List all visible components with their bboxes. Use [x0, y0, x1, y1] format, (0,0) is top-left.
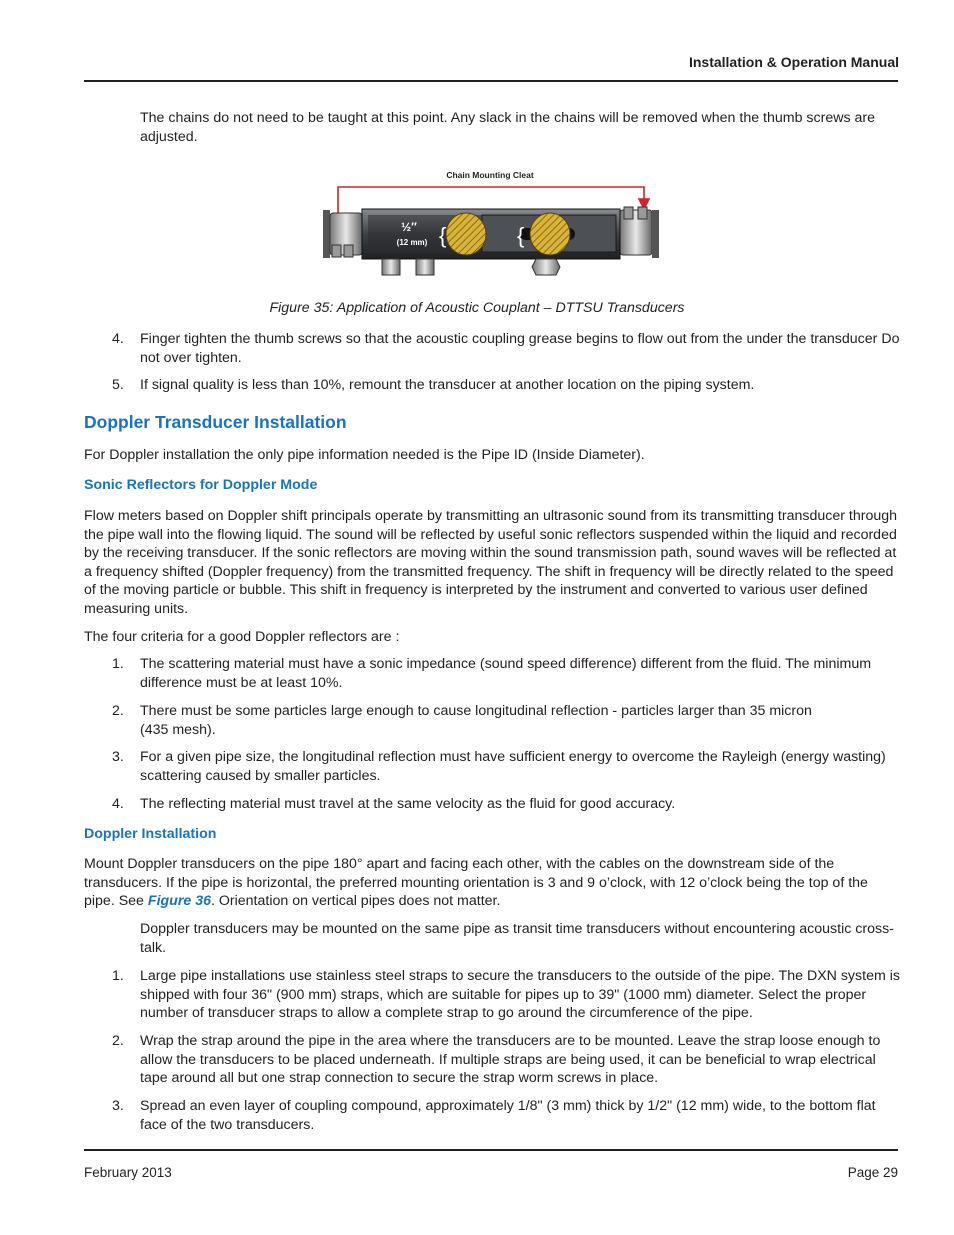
header-title: Installation & Operation Manual	[688, 54, 899, 70]
header-rule	[84, 80, 898, 82]
step-text: Spread an even layer of coupling compound, approximately 1/8" (3 mm) thick by 1/2" (12 mm) wide, to the bottom flat face of the two transducers.	[140, 1098, 876, 1133]
criteria-number: 2.	[112, 703, 124, 719]
criteria-number: 4.	[112, 796, 124, 812]
criteria-text: There must be some particles large enough to cause longitudinal reflection - particles larger than 35 micron	[140, 703, 812, 719]
step-number: 4.	[112, 331, 124, 347]
step-text: If signal quality is less than 10%, remount the transducer at another location on the piping system.	[140, 377, 755, 393]
footer-page-number: Page 29	[847, 1165, 898, 1180]
step-text: Finger tighten the thumb screws so that the acoustic coupling grease begins to flow out from the under the transducer Do not over tighten.	[140, 331, 900, 366]
figure-caption: Figure 35: Application of Acoustic Couplant – DTTSU Transducers	[269, 300, 685, 316]
criteria-text: The scattering material must have a sonic impedance (sound speed difference) different from the fluid. The minimum difference must be at least 10%.	[140, 656, 872, 691]
section-intro: For Doppler installation the only pipe information needed is the Pipe ID (Inside Diameter).	[84, 447, 645, 463]
criteria-intro: The four criteria for a good Doppler reflectors are :	[84, 629, 400, 645]
doppler-note: Doppler transducers may be mounted on the same pipe as transit time transducers without encountering acoustic cross-talk.	[140, 921, 894, 956]
subsection-heading-sonic: Sonic Reflectors for Doppler Mode	[84, 477, 318, 493]
right-chain-cleat	[620, 207, 659, 258]
footer-rule	[84, 1149, 898, 1151]
svg-text:{: {	[439, 223, 447, 248]
cable-connectors	[382, 259, 560, 275]
section-heading: Doppler Transducer Installation	[84, 412, 347, 432]
sonic-paragraph: Flow meters based on Doppler shift principals operate by transmitting an ultrasonic sound from its transmitting transducer through the pipe wall into the flowing liquid. The sound will be reflected by useful sonic reflectors suspended within the liquid and recorded by the receiving transducer. If the sonic reflectors are moving within the sound transmission path, sound waves will be reflected at a frequency shifted (Doppler frequency) from the transmitted frequency. The shift in frequency will be directly related to the speed of the moving particle or bubble. This shift in frequency is interpreted by the instrument and converted to various user defined measuring units.	[84, 508, 898, 617]
transducer-body	[362, 209, 620, 259]
figure-36-link[interactable]: Figure 36	[147, 893, 211, 910]
intro-paragraph: The chains do not need to be taught at this point. Any slack in the chains will be removed when the thumb screws are adjusted.	[140, 110, 876, 145]
criteria-text: The reflecting material must travel at the same velocity as the fluid for good accuracy.	[140, 796, 676, 812]
criteria-number: 1.	[112, 656, 124, 672]
step-number: 3.	[112, 1098, 124, 1114]
criteria-text-cont: (435 mesh).	[140, 722, 216, 738]
footer-date: February 2013	[84, 1165, 172, 1180]
svg-text:½″: ½″	[401, 220, 417, 234]
step-number: 2.	[112, 1033, 124, 1049]
subsection-heading-doppler-installation: Doppler Installation	[84, 826, 217, 842]
dttsu-transducer-figure	[320, 165, 664, 280]
step-number: 5.	[112, 377, 124, 393]
left-chain-cleat	[323, 210, 362, 258]
svg-text:{: {	[517, 223, 525, 248]
step-number: 1.	[112, 968, 124, 984]
chain-mounting-cleat-label: Chain Mounting Cleat	[446, 170, 534, 180]
step-text: Large pipe installations use stainless steel straps to secure the transducers to the outside of the pipe. The DXN system is shipped with four 36" (900 mm) straps, which are suitable for pipes up to 39" (1000 mm) diameter. Select the proper number of transducer straps to allow a complete strap to go around the circumference of the pipe.	[140, 968, 900, 1022]
criteria-text: For a given pipe size, the longitudinal reflection must have sufficient energy to overcome the Rayleigh (energy wasting) scattering caused by smaller particles.	[140, 749, 886, 784]
step-text: Wrap the strap around the pipe in the area where the transducers are to be mounted. Leave the strap loose enough to allow the transducers to be placed underneath. If multiple straps are being used, it can be beneficial to wrap electrical tape around all but one strap connection to secure the strap worm screws in place.	[140, 1033, 881, 1087]
criteria-number: 3.	[112, 749, 124, 765]
doppler-install-paragraph: Mount Doppler transducers on the pipe 180° apart and facing each other, with the cables on the downstream side of the transducers. If the pipe is horizontal, the preferred mounting orientation is 3 and 9 o’clock, with 12 o’clock being the top of the pipe. See Figure 36. Orientation on vertical pipes does not matter.	[84, 856, 868, 910]
svg-text:(12 mm): (12 mm)	[396, 238, 428, 247]
